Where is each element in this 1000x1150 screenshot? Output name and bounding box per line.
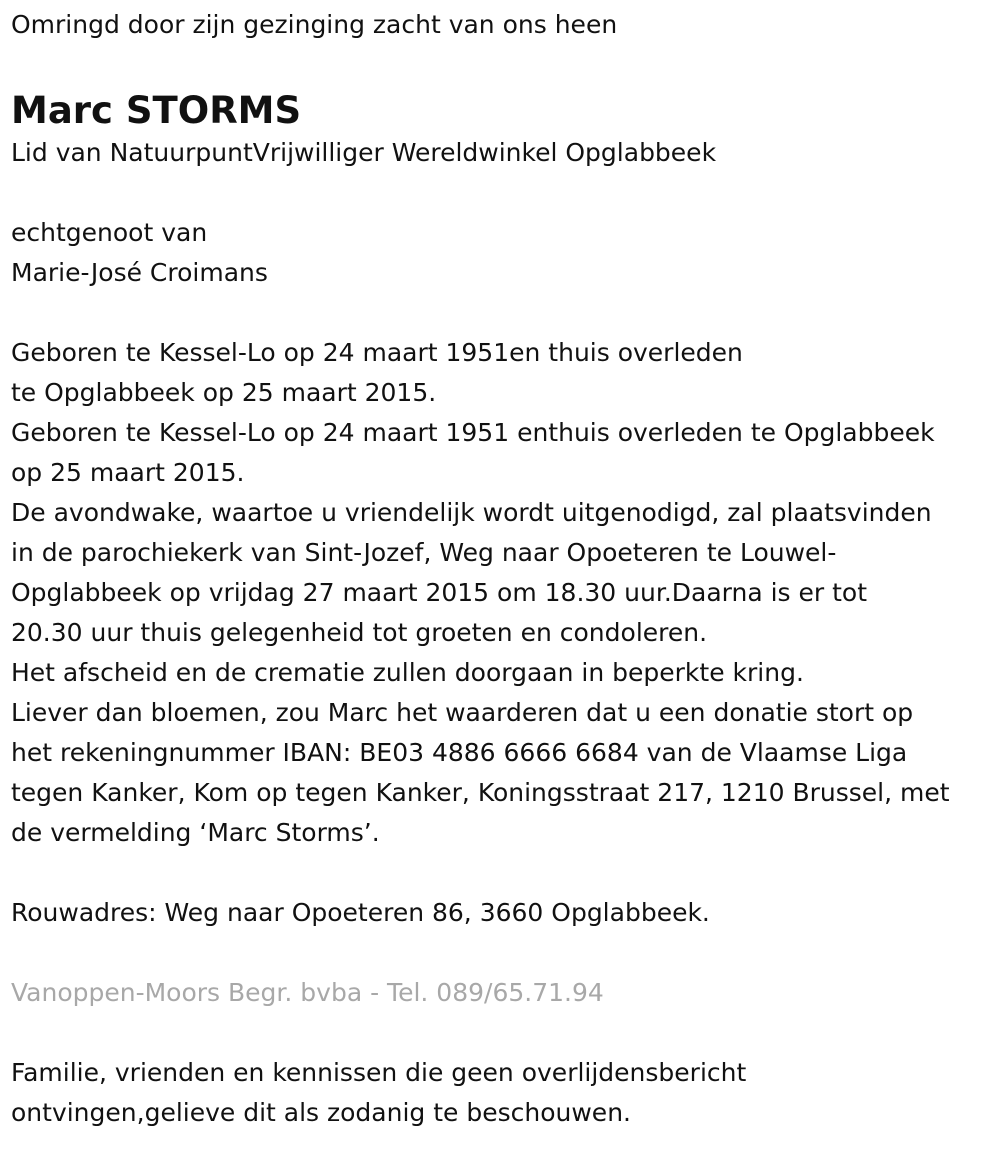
body-line: in de parochiekerk van Sint-Jozef, Weg naar Opoeteren te Louwel-	[11, 538, 837, 567]
spacer	[11, 293, 990, 333]
body-line: Liever dan bloemen, zou Marc het waarderen dat u een donatie stort op	[11, 698, 914, 727]
closing-line: Familie, vrienden en kennissen die geen overlijdensbericht	[11, 1058, 747, 1087]
closing-line: ontvingen,gelieve dit als zodanig te beschouwen.	[11, 1098, 631, 1127]
body-line: Geboren te Kessel-Lo op 24 maart 1951 enthuis overleden te Opglabbeek	[11, 418, 935, 447]
spacer	[11, 173, 990, 213]
body-line: op 25 maart 2015.	[11, 458, 245, 487]
membership-text: Lid van NatuurpuntVrijwilliger Wereldwinkel Opglabbeek	[11, 138, 717, 167]
body-line: tegen Kanker, Kom op tegen Kanker, Koningsstraat 217, 1210 Brussel, met	[11, 778, 950, 807]
body-line: Het afscheid en de crematie zullen doorgaan in beperkte kring.	[11, 658, 804, 687]
birth-death-line: Geboren te Kessel-Lo op 24 maart 1951en thuis overleden	[11, 338, 743, 367]
body-line: Opglabbeek op vrijdag 27 maart 2015 om 18.30 uur.Daarna is er tot	[11, 578, 868, 607]
undertaker-info: Vanoppen-Moors Begr. bvba - Tel. 089/65.71.94	[11, 978, 604, 1007]
spacer	[11, 933, 990, 973]
body-line: De avondwake, waartoe u vriendelijk wordt uitgenodigd, zal plaatsvinden	[11, 498, 932, 527]
spacer	[11, 853, 990, 893]
spouse-label: echtgenoot van	[11, 218, 208, 247]
spacer	[11, 45, 990, 85]
spacer	[11, 1013, 990, 1053]
body-line: het rekeningnummer IBAN: BE03 4886 6666 6684 van de Vlaamse Liga	[11, 738, 908, 767]
birth-death-line: te Opglabbeek op 25 maart 2015.	[11, 378, 437, 407]
body-line: 20.30 uur thuis gelegenheid tot groeten en condoleren.	[11, 618, 708, 647]
intro-text: Omringd door zijn gezinging zacht van ons heen	[11, 10, 618, 39]
body-line: de vermelding ‘Marc Storms’.	[11, 818, 380, 847]
spouse-name: Marie-José Croimans	[11, 258, 268, 287]
deceased-name: Marc STORMS	[11, 89, 302, 132]
mourning-address: Rouwadres: Weg naar Opoeteren 86, 3660 Opglabbeek.	[11, 898, 710, 927]
